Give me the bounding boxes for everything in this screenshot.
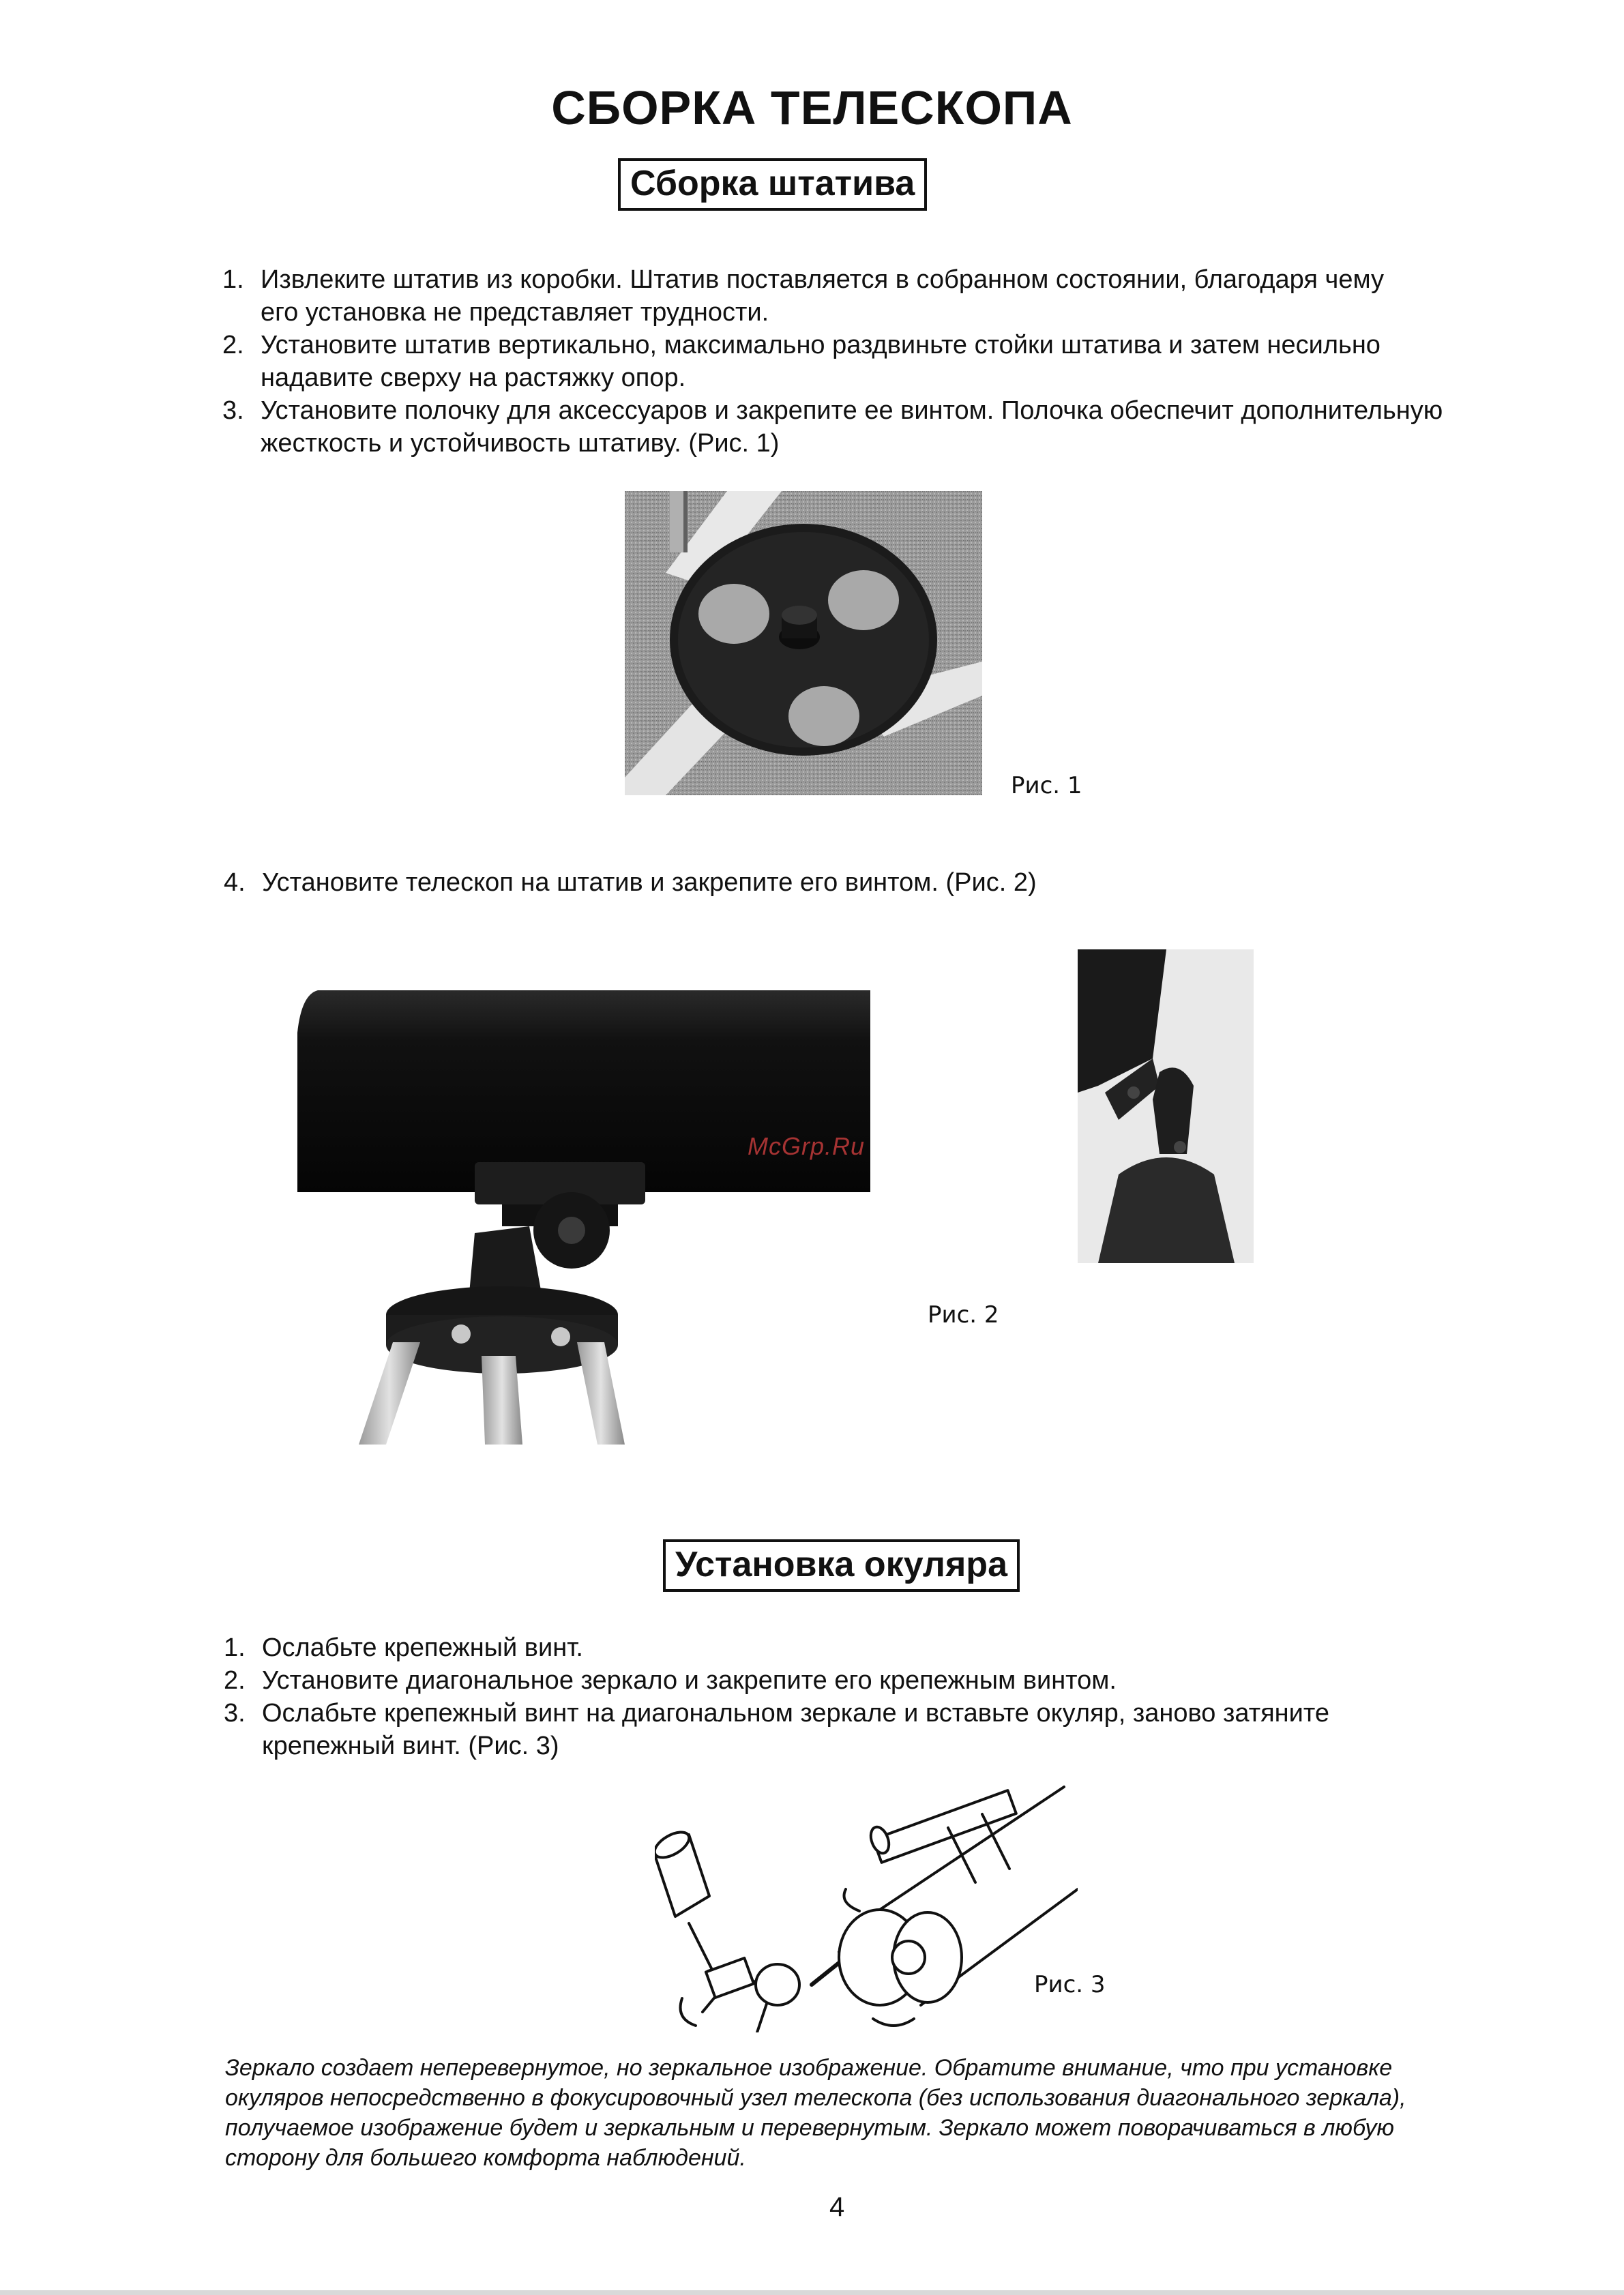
- list-item-number: 1.: [224, 1633, 246, 1662]
- list-item-number: 3.: [222, 396, 244, 425]
- list-item: [222, 263, 1518, 329]
- figure-1-accessory-tray-photo: [625, 491, 982, 795]
- list-item: [224, 1631, 1520, 1664]
- list-item-text: жесткость и устойчивость штативу. (Рис. 1): [261, 429, 780, 458]
- list-item-text: Ослабьте крепежный винт на диагональном зеркале и вставьте окуляр, заново затяните: [262, 1699, 1329, 1728]
- list-item-text: Ослабьте крепежный винт.: [262, 1633, 583, 1662]
- list-item-number: 3.: [224, 1699, 246, 1728]
- tripod-step-4: [224, 866, 1520, 899]
- figure-3-caption: Рис. 3: [1034, 1971, 1106, 1998]
- accessory-tray-illustration: [625, 491, 982, 795]
- section-heading-tripod: Сборка штатива: [618, 158, 927, 211]
- list-item: [222, 329, 1518, 394]
- eyepiece-steps-list: [224, 1631, 1520, 1762]
- list-item-number: 2.: [222, 331, 244, 359]
- page-title: СБОРКА ТЕЛЕСКОПА: [551, 81, 1073, 134]
- list-item-number: 1.: [222, 265, 244, 294]
- note-line: получаемое изображение будет и зеркальным и перевернутым. Зеркало может поворачиваться в любую: [225, 2115, 1394, 2141]
- section-heading-eyepiece: Установка окуляра: [663, 1539, 1020, 1592]
- list-item-text: надавите сверху на растяжку опор.: [261, 364, 686, 392]
- page-number: 4: [829, 2192, 845, 2222]
- list-item-text: крепежный винт. (Рис. 3): [262, 1732, 559, 1760]
- list-item: [224, 866, 1520, 899]
- note-line: Зеркало создает неперевернутое, но зеркальное изображение. Обратите внимание, что при установке: [225, 2055, 1393, 2081]
- eyepiece-installation-drawing: [655, 1753, 1078, 2032]
- figure-3-eyepiece-diagram: [655, 1753, 1078, 2032]
- tripod-steps-list: [222, 263, 1518, 460]
- mirror-note: [225, 2053, 1521, 2173]
- figure-1-caption: Рис. 1: [1011, 772, 1082, 799]
- list-item-text: Установите телескоп на штатив и закрепите его винтом. (Рис. 2): [262, 868, 1037, 897]
- figure-2-bracket-closeup-photo: [1078, 949, 1254, 1263]
- telescope-mount-illustration: [297, 988, 870, 1445]
- list-item-text: Установите штатив вертикально, максимально раздвиньте стойки штатива и затем несильно: [261, 331, 1381, 359]
- list-item-text: Установите диагональное зеркало и закрепите его крепежным винтом.: [262, 1666, 1117, 1695]
- list-item-text: Установите полочку для аксессуаров и закрепите ее винтом. Полочка обеспечит дополнительную: [261, 396, 1443, 425]
- list-item: [222, 394, 1518, 460]
- list-item: [224, 1664, 1520, 1697]
- note-line: окуляров непосредственно в фокусировочный узел телескопа (без использования диагонального зеркала),: [225, 2085, 1406, 2111]
- figure-2-telescope-mount-photo: [297, 988, 870, 1445]
- bracket-closeup-illustration: [1078, 949, 1254, 1263]
- note-line: сторону для большего комфорта наблюдений.: [225, 2145, 746, 2171]
- list-item-text: его установка не представляет трудности.: [261, 298, 769, 327]
- list-item-number: 4.: [224, 868, 246, 897]
- list-item-number: 2.: [224, 1666, 246, 1695]
- bottom-edge-divider: [0, 2290, 1624, 2295]
- figure-2-caption: Рис. 2: [928, 1301, 999, 1329]
- watermark: McGrp.Ru: [748, 1132, 866, 1160]
- list-item-text: Извлеките штатив из коробки. Штатив поставляется в собранном состоянии, благодаря чему: [261, 265, 1385, 294]
